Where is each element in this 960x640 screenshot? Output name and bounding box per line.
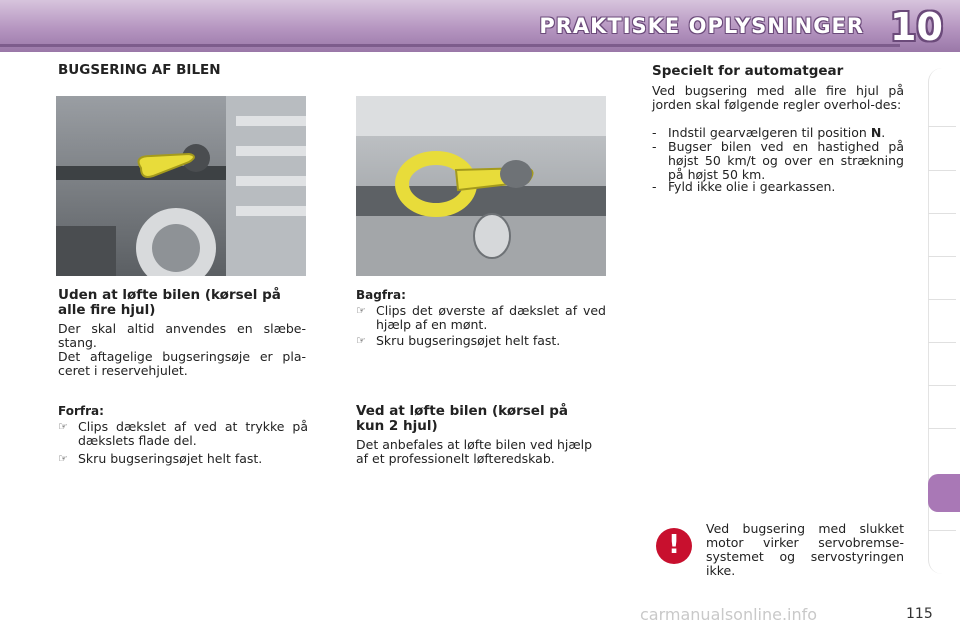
bagfra-label: Bagfra:: [356, 288, 406, 302]
list-item: ☞ Skru bugseringsøjet helt fast.: [356, 333, 561, 348]
tab-divider: [928, 213, 956, 214]
front-tow-hook-photo: [56, 96, 306, 276]
paragraph: Det aftagelige bugseringsøje er pla-ceret i reservehjulet.: [58, 349, 306, 378]
heading-line: Ved at løfte bilen (kørsel på: [356, 403, 569, 419]
tab-divider: [928, 385, 956, 386]
tab-divider: [928, 342, 956, 343]
tab-divider: [928, 299, 956, 300]
automatic-gearbox-heading: Specielt for automatgear: [652, 63, 844, 79]
paragraph: Det anbefales at løfte bilen ved hjælp af et professionelt løfteredskab.: [356, 437, 593, 466]
chapter-tab-active[interactable]: [928, 474, 960, 512]
rear-tow-hook-photo: [356, 96, 606, 276]
pointing-hand-icon: ☞: [356, 304, 366, 317]
exclamation-icon: !: [656, 528, 692, 564]
tab-divider: [928, 530, 956, 531]
pointing-hand-icon: ☞: [58, 420, 68, 433]
heading-line: kun 2 hjul): [356, 418, 438, 434]
chapter-title: PRAKTISKE OPLYSNINGER: [539, 14, 864, 38]
forfra-label: Forfra:: [58, 404, 104, 418]
page-number: 115: [906, 606, 933, 622]
header-rule: [0, 44, 900, 47]
list-item: - Indstil gearvælgeren til position N.: [652, 125, 886, 140]
warning-text: Ved bugsering med slukket motor virker servobremse-systemet og servostyringen ikke.: [706, 521, 904, 578]
section-title: BUGSERING AF BILEN: [58, 62, 221, 78]
pointing-hand-icon: ☞: [356, 334, 366, 347]
heading-four-wheels: [58, 288, 281, 318]
tab-divider: [928, 428, 956, 429]
heading-line: alle fire hjul): [58, 302, 156, 318]
paragraph: Der skal altid anvendes en slæbe-stang.: [58, 321, 306, 350]
tab-divider: [928, 256, 956, 257]
list-item: - Fyld ikke olie i gearkassen.: [652, 179, 836, 194]
tab-divider: [928, 126, 956, 127]
list-item: ☞ Clips dækslet af ved at trykke på dækslets flade del.: [58, 419, 308, 448]
heading-line: Uden at løfte bilen (kørsel på: [58, 287, 281, 303]
heading-two-wheels: [356, 404, 568, 434]
list-item: ☞ Clips det øverste af dækslet af ved hjælp af en mønt.: [356, 303, 606, 332]
pointing-hand-icon: ☞: [58, 452, 68, 465]
tab-divider: [928, 170, 956, 171]
watermark: carmanualsonline.info: [640, 605, 818, 624]
list-item: - Bugser bilen ved en hastighed på højst 50 km/t og over en strækning på højst 50 km.: [652, 139, 904, 182]
paragraph: Ved bugsering med alle fire hjul på jorden skal følgende regler overhol-des:: [652, 83, 904, 112]
list-item: ☞ Skru bugseringsøjet helt fast.: [58, 451, 263, 466]
chapter-number: 10: [890, 5, 943, 49]
